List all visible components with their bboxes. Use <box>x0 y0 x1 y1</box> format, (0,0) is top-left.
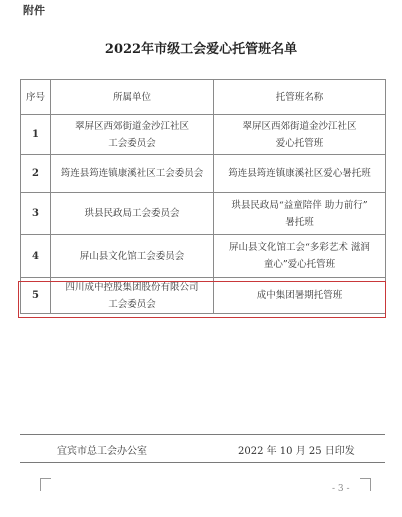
row-class-name <box>214 193 386 235</box>
crop-mark-left <box>40 478 51 491</box>
row-unit <box>51 278 214 314</box>
row-class-name <box>214 155 386 193</box>
unit-line: 翠屏区西郊街道金沙江社区 <box>74 120 189 132</box>
table-row <box>21 278 386 314</box>
row-unit <box>51 235 214 278</box>
class-line: 暑托班 <box>285 216 314 228</box>
unit-line: 工会委员会 <box>108 298 156 310</box>
row-number: 1 <box>21 115 51 155</box>
class-line: 爱心托管班 <box>275 137 324 149</box>
header-seq: 序号 <box>21 80 51 115</box>
row-class-name <box>214 115 386 155</box>
row-number: 2 <box>21 155 51 193</box>
unit-line: 工会委员会 <box>108 137 156 149</box>
unit-line: 屏山县文化馆工会委员会 <box>79 250 185 262</box>
row-class-name <box>214 278 386 314</box>
unit-line: 四川成中控股集团股份有限公司 <box>65 281 199 293</box>
row-unit <box>51 155 214 193</box>
table-row <box>21 235 386 278</box>
class-line: 珙县民政局“益童陪伴 助力前行” <box>231 199 368 211</box>
issue-date: 2022 年 10 月 25 日印发 <box>238 446 355 457</box>
row-number: 4 <box>21 235 51 278</box>
row-class-name <box>214 235 386 278</box>
document-title: 2022年市级工会爱心托管班名单 <box>104 42 298 57</box>
footer-bottom-rule <box>20 462 385 463</box>
row-number: 5 <box>21 278 51 314</box>
table-row <box>21 115 386 155</box>
unit-line: 珙县民政局工会委员会 <box>84 208 180 219</box>
row-number: 3 <box>21 193 51 235</box>
attachment-label: 附件 <box>23 4 45 17</box>
header-class-name: 托管班名称 <box>214 80 386 115</box>
crop-mark-right <box>360 478 371 491</box>
row-unit <box>51 193 214 235</box>
issuer-office: 宜宾市总工会办公室 <box>57 446 147 457</box>
table-row <box>21 193 386 235</box>
table-header-row <box>21 80 386 115</box>
class-line: 翠屏区西郊街道金沙江社区 <box>242 120 357 132</box>
page-number: - 3 - <box>332 484 350 494</box>
table-row <box>21 155 386 193</box>
header-unit: 所属单位 <box>51 80 214 115</box>
class-line: 童心”爱心托管班 <box>263 259 336 270</box>
class-line: 屏山县文化馆工会“多彩艺术 滋润 <box>229 242 370 253</box>
custody-class-table <box>20 79 386 314</box>
class-line: 筠连县筠连镇康溪社区爱心暑托班 <box>228 168 371 179</box>
unit-line: 筠连县筠连镇康溪社区工会委员会 <box>60 168 204 179</box>
footer-top-rule <box>20 434 385 435</box>
class-line: 成中集团暑期托管班 <box>256 290 343 301</box>
row-unit <box>51 115 214 155</box>
